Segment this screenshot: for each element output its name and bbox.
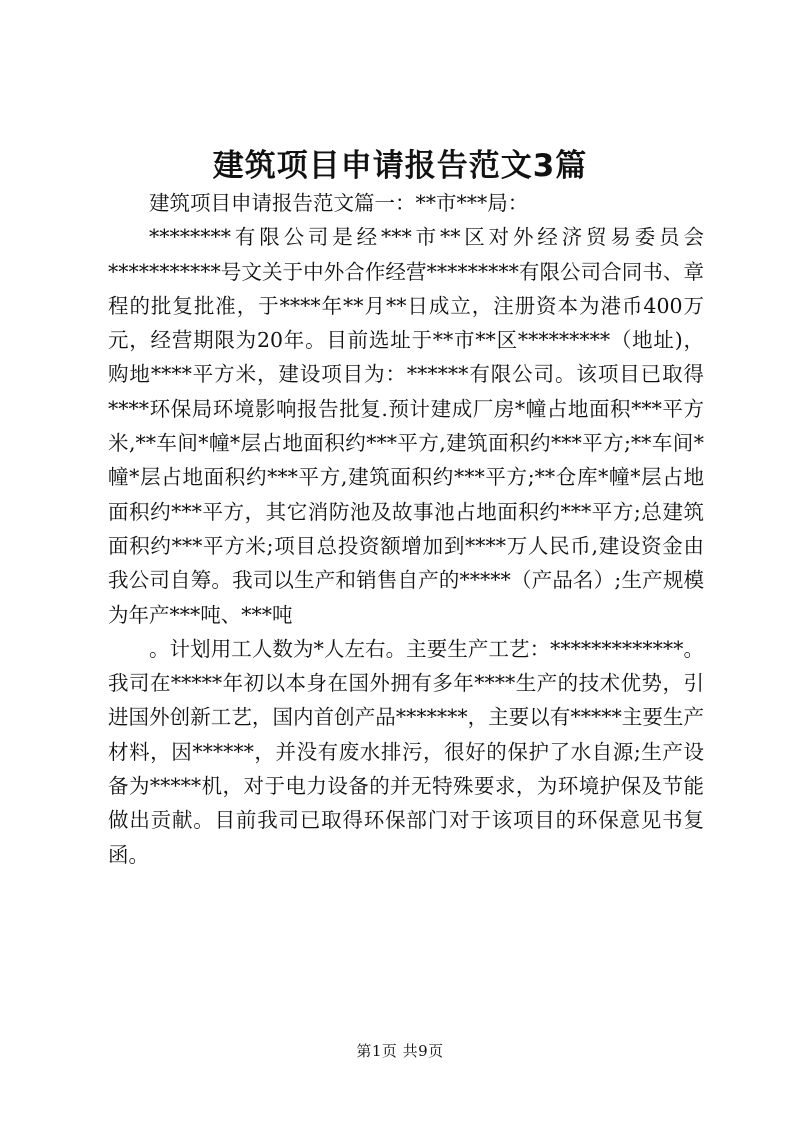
- page-number-footer: 第1页 共9页: [356, 1042, 444, 1060]
- document-title: 建筑项目申请报告范文3篇: [212, 148, 588, 184]
- document-body: [108, 186, 704, 872]
- paragraph-production-process: 。计划用工人数为*人左右。主要生产工艺：*************。我司在*****年初以本身在国外拥有多年****生产的技术优势，引进国外创新工艺，国内首创产品*******，主要以有*****主要生产材料，因******，并没有废水排污，很好的保护了水自源;生产设备为*****机，对于电力设备的并无特殊要求，为环境护保及节能做出贡献。目前我司已取得环保部门对于该项目的环保意见书复函。: [108, 636, 704, 867]
- paragraph-salutation: 建筑项目申请报告范文篇一：**市***局：: [149, 191, 529, 215]
- paragraph-company-overview: ********有限公司是经***市**区对外经济贸易委员会***********号文关于中外合作经营*********有限公司合同书、章程的批复批准，于****年**月**日成立，注册资本为港币400万元，经营期限为20年。目前选址于**市**区*********（地址)，购地****平方米，建设项目为：******有限公司。该项目已取得****环保局环境影响报告批复.预计建成厂房*幢占地面积***平方米,**车间*幢*层占地面积约***平方,建筑面积约***平方;**车间*幢*层占地面积约***平方,建筑面积约***平方;**仓库*幢*层占地面积约***平方，其它消防池及故事池占地面积约***平方;总建筑面积约***平方米;项目总投资额增加到****万人民币,建设资金由我公司自筹。我司以生产和销售自产的*****（产品名）;生产规模为年产***吨、***吨: [108, 225, 704, 627]
